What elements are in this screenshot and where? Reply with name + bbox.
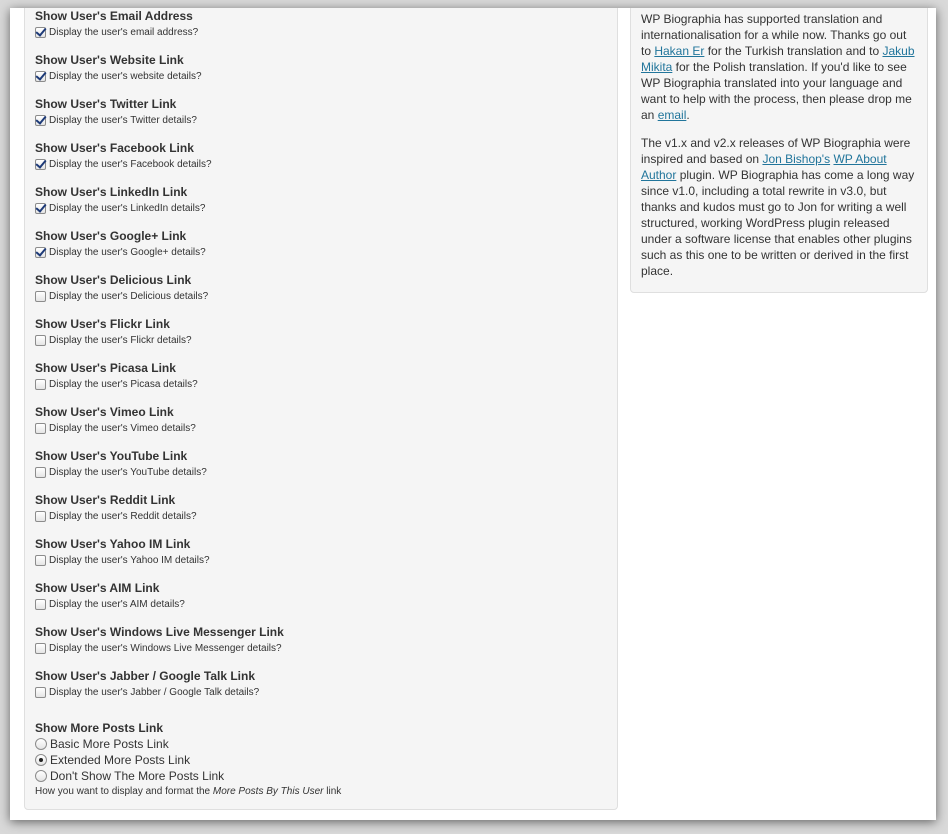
option-title: Show User's Jabber / Google Talk Link: [35, 669, 256, 683]
option-group: [35, 273, 208, 303]
option-checkbox-row: [35, 421, 196, 435]
option-checkbox[interactable]: [35, 467, 46, 478]
more-posts-choice: [35, 768, 341, 784]
more-posts-radio[interactable]: [35, 754, 47, 766]
option-checkbox-row: [35, 157, 212, 171]
more-posts-radio-group: [35, 736, 341, 784]
option-description: Display the user's Jabber / Google Talk details?: [49, 686, 260, 698]
option-title: Show User's Email Address: [35, 9, 193, 23]
option-description: Display the user's Twitter details?: [49, 114, 197, 126]
paragraph-text: for the Polish translation. If you'd like to see WP Biographia translated into your language and want to help with the process, then please drop me an: [641, 60, 912, 122]
more-posts-title: Show More Posts Link: [35, 721, 164, 735]
option-title: Show User's Windows Live Messenger Link: [35, 625, 284, 639]
display-options-panel: [24, 8, 618, 810]
option-title: Show User's Delicious Link: [35, 273, 192, 287]
option-group: [35, 229, 206, 259]
more-posts-choice: [35, 736, 341, 752]
hint-text-before: How you want to display and format the: [35, 786, 213, 797]
option-group: [35, 669, 259, 699]
option-checkbox-row: [35, 25, 198, 39]
option-checkbox[interactable]: [35, 247, 46, 258]
option-checkbox[interactable]: [35, 71, 46, 82]
option-title: Show User's YouTube Link: [35, 449, 188, 463]
option-description: Display the user's Picasa details?: [49, 378, 198, 390]
option-title: Show User's Twitter Link: [35, 97, 177, 111]
option-group: [35, 361, 198, 391]
option-group: [35, 581, 185, 611]
option-description: Display the user's LinkedIn details?: [49, 202, 206, 214]
option-description: Display the user's Vimeo details?: [49, 422, 196, 434]
option-checkbox-row: [35, 69, 202, 83]
option-description: Display the user's Delicious details?: [49, 290, 209, 302]
option-checkbox-row: [35, 641, 284, 655]
option-checkbox[interactable]: [35, 687, 46, 698]
translation-credits-panel: [630, 8, 928, 293]
option-group: [35, 625, 284, 655]
option-checkbox[interactable]: [35, 555, 46, 566]
option-checkbox-row: [35, 553, 210, 567]
option-title: Show User's Picasa Link: [35, 361, 176, 375]
option-description: Display the user's Google+ details?: [49, 246, 206, 258]
option-group: [35, 9, 198, 39]
more-posts-radio[interactable]: [35, 738, 47, 750]
option-description: Display the user's Yahoo IM details?: [49, 554, 210, 566]
option-checkbox[interactable]: [35, 423, 46, 434]
email-link[interactable]: email: [657, 108, 687, 122]
more-posts-choice: [35, 752, 341, 768]
option-checkbox[interactable]: [35, 291, 46, 302]
option-group: [35, 97, 197, 127]
option-checkbox-row: [35, 597, 185, 611]
paragraph-text: for the Turkish translation and to: [704, 44, 883, 58]
option-title: Show User's AIM Link: [35, 581, 160, 595]
option-checkbox[interactable]: [35, 379, 46, 390]
option-checkbox[interactable]: [35, 203, 46, 214]
option-group: [35, 493, 197, 523]
option-checkbox-row: [35, 465, 207, 479]
hint-text-after: link: [323, 786, 342, 797]
hint-text-emphasis: More Posts By This User: [212, 786, 324, 797]
more-posts-radio-label: Don't Show The More Posts Link: [50, 769, 225, 783]
wp-about-author-link[interactable]: WP About Author: [641, 152, 887, 182]
option-group: [35, 53, 202, 83]
jon-bishop-link[interactable]: Jon Bishop's: [762, 152, 831, 166]
option-description: Display the user's Reddit details?: [49, 510, 197, 522]
option-title: Show User's Yahoo IM Link: [35, 537, 191, 551]
option-description: Display the user's YouTube details?: [49, 466, 207, 478]
option-checkbox[interactable]: [35, 599, 46, 610]
option-description: Display the user's website details?: [49, 70, 202, 82]
jakub-mikita-link[interactable]: Jakub Mikita: [641, 44, 915, 74]
option-description: Display the user's Flickr details?: [49, 334, 192, 346]
credits-paragraph: [641, 135, 918, 279]
more-posts-option: [35, 721, 341, 797]
option-checkbox-row: [35, 509, 197, 523]
option-title: Show User's Website Link: [35, 53, 184, 67]
more-posts-radio-label: Extended More Posts Link: [50, 753, 191, 767]
option-group: [35, 141, 212, 171]
option-title: Show User's Flickr Link: [35, 317, 170, 331]
option-checkbox-row: [35, 289, 208, 303]
paragraph-text: .: [686, 108, 690, 122]
option-group: [35, 537, 210, 567]
option-checkbox-row: [35, 377, 198, 391]
translation-paragraph: [641, 11, 918, 123]
option-title: Show User's Google+ Link: [35, 229, 187, 243]
paragraph-text: plugin. WP Biographia has come a long way since v1.0, including a total rewrite in v3.0, but thanks and kudos must go to Jon for writing a well structured, working WordPress plugin released under a software license that enables other plugins such as this one to be written or derived in the first place.: [641, 168, 915, 278]
hakan-er-link[interactable]: Hakan Er: [654, 44, 705, 58]
paragraph-text: The v1.x and v2.x releases of WP Biographia were inspired and based on: [641, 136, 911, 166]
option-checkbox[interactable]: [35, 115, 46, 126]
option-checkbox[interactable]: [35, 27, 46, 38]
paragraph-text: WP Biographia has supported translation and internationalisation for a while now. Thanks go out to: [641, 12, 907, 58]
option-checkbox[interactable]: [35, 159, 46, 170]
option-group: [35, 405, 196, 435]
option-checkbox[interactable]: [35, 643, 46, 654]
option-checkbox-row: [35, 113, 197, 127]
option-title: Show User's Facebook Link: [35, 141, 194, 155]
option-title: Show User's LinkedIn Link: [35, 185, 188, 199]
option-description: Display the user's Facebook details?: [49, 158, 212, 170]
option-group: [35, 449, 207, 479]
more-posts-radio-label: Basic More Posts Link: [50, 737, 169, 751]
option-group: [35, 185, 205, 215]
option-title: Show User's Vimeo Link: [35, 405, 174, 419]
option-checkbox-row: [35, 201, 205, 215]
more-posts-radio[interactable]: [35, 770, 47, 782]
option-description: Display the user's email address?: [49, 26, 199, 38]
option-checkbox-row: [35, 245, 206, 259]
option-description: Display the user's Windows Live Messenger details?: [49, 642, 282, 654]
more-posts-hint: [35, 786, 341, 797]
option-checkbox[interactable]: [35, 511, 46, 522]
option-description: Display the user's AIM details?: [49, 598, 185, 610]
option-checkbox-row: [35, 333, 192, 347]
option-title: Show User's Reddit Link: [35, 493, 176, 507]
option-checkbox-row: [35, 685, 259, 699]
option-group: [35, 317, 192, 347]
app-window: [10, 8, 936, 820]
option-checkbox[interactable]: [35, 335, 46, 346]
